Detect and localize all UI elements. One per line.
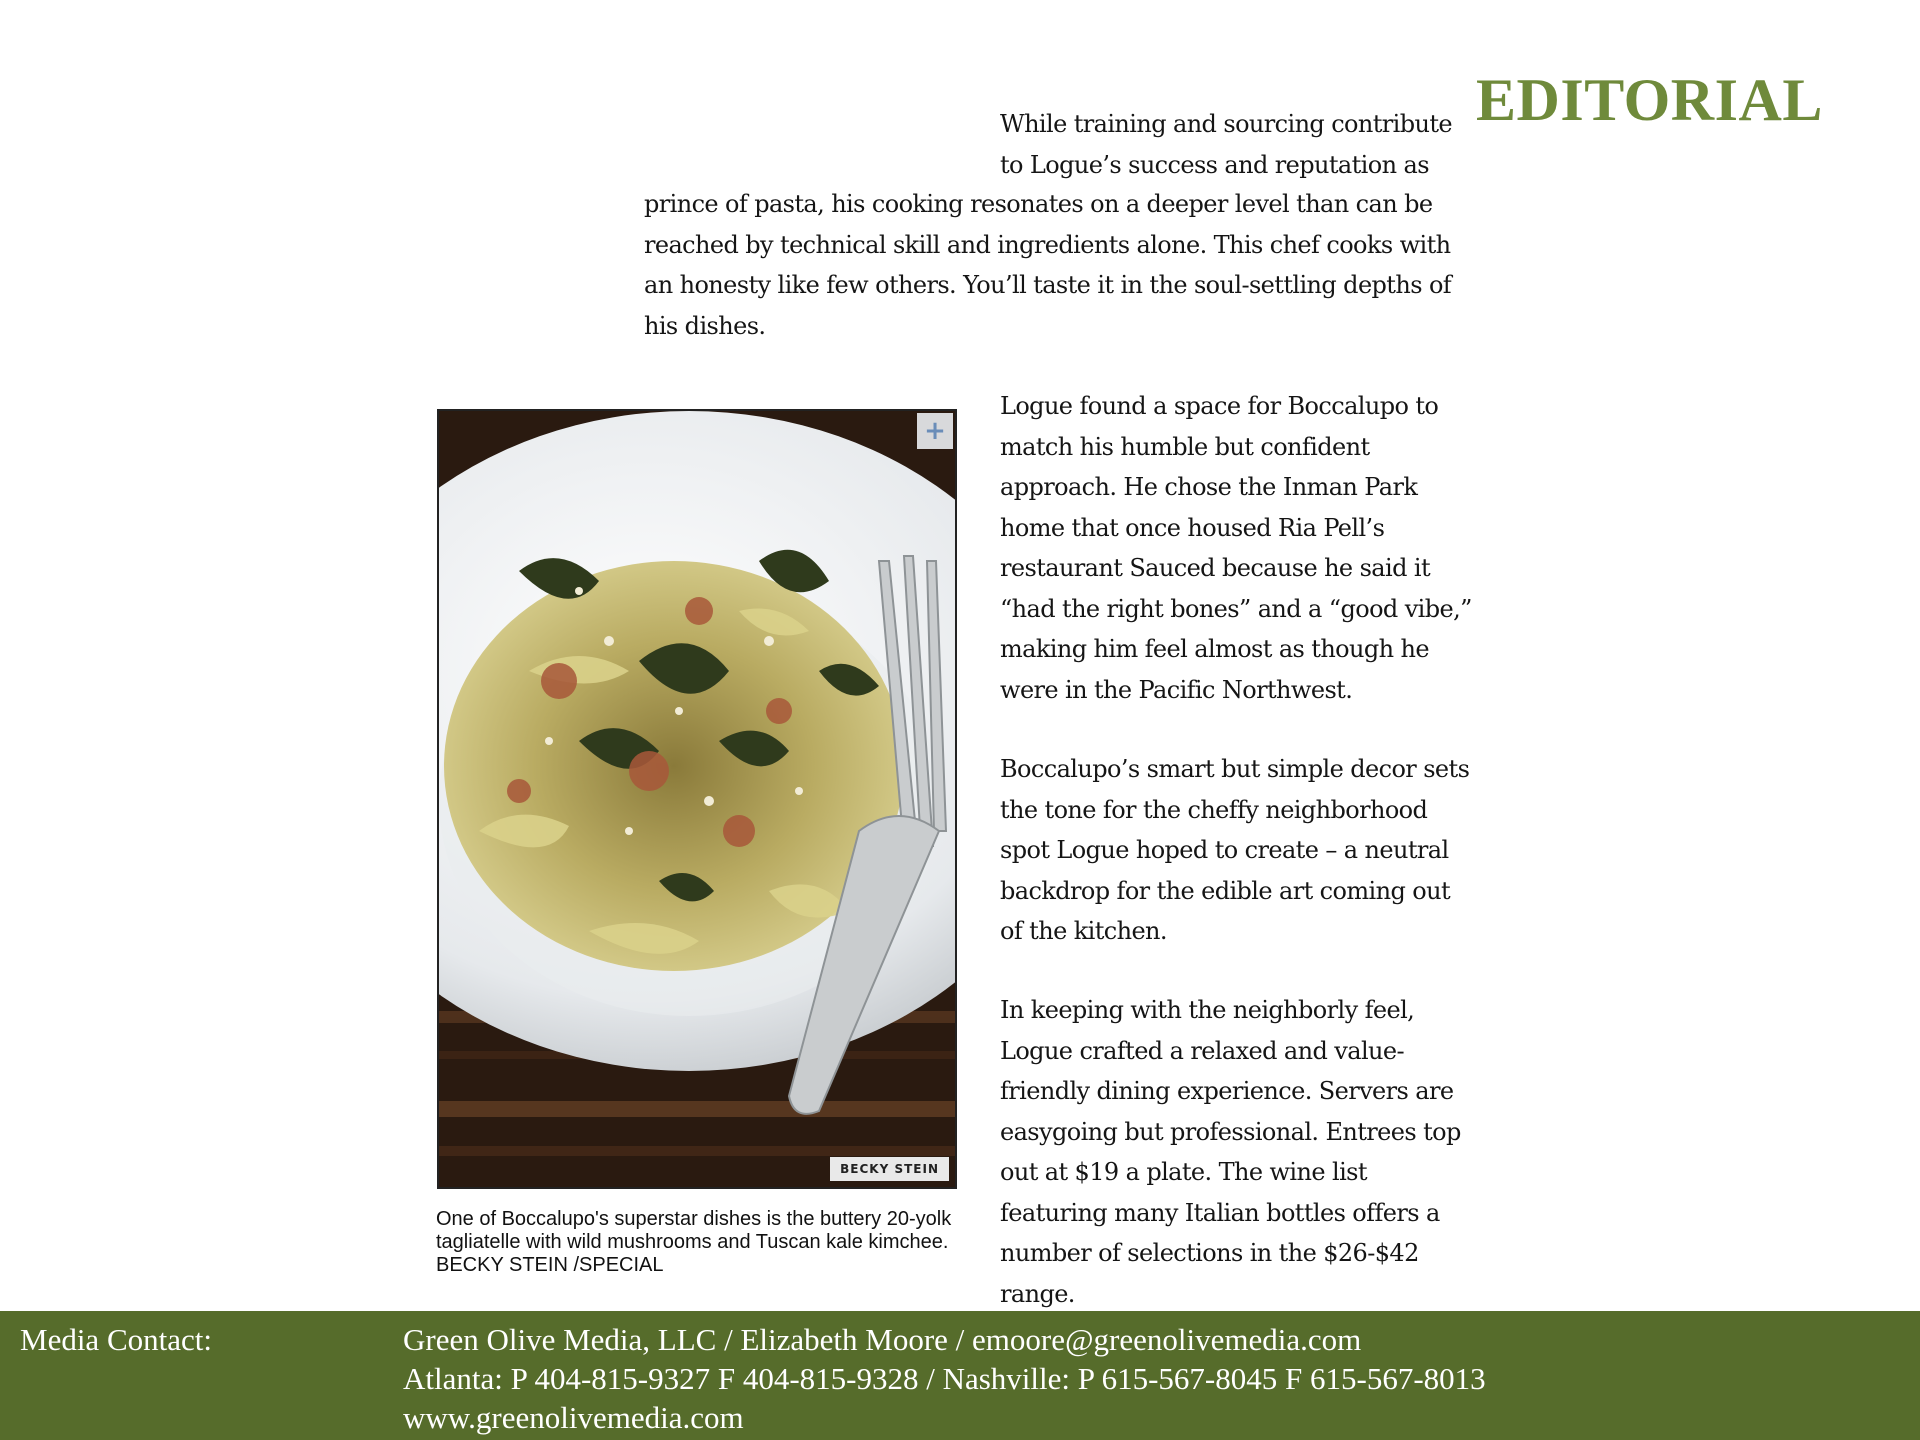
media-contact-label: Media Contact: (20, 1322, 212, 1357)
lead-line-2: to Logue’s success and reputation as (1000, 150, 1429, 179)
contact-company-line[interactable]: Green Olive Media, LLC / Elizabeth Moore / emoore@greenolivemedia.com (403, 1322, 1362, 1357)
lead-line-1: While training and sourcing contribute (1000, 110, 1453, 138)
photo-caption: One of Boccalupo's superstar dishes is the buttery 20-yolk tagliatelle with wild mushrooms and Tuscan kale kimchee. BECKY STEIN /SPECIAL (436, 1208, 952, 1276)
photo-credit: BECKY STEIN (830, 1157, 949, 1181)
media-contact-footer (0, 1311, 1920, 1440)
page-title: EDITORIAL (1476, 67, 1823, 133)
article-paragraph-2: Logue found a space for Boccalupo to match his humble but confident approach. He chose the Inman Park home that once housed Ria Pell’s restaurant Sauced because he said it “had the right bones” and a “good vibe,” making him feel almost as though he were in the Pacific Northwest. (1000, 392, 1472, 704)
lead-paragraph: prince of pasta, his cooking resonates on a deeper level than can be reached by technical skill and ingredients alone. This chef cooks with an honesty like few others. You’ll taste it in the soul-settling depths of his dishes. (644, 190, 1452, 340)
contact-website-link[interactable]: www.greenolivemedia.com (403, 1400, 744, 1435)
expand-icon[interactable]: + (917, 413, 953, 449)
contact-phone-line: Atlanta: P 404-815-9327 F 404-815-9328 / Nashville: P 615-567-8045 F 615-567-8013 (403, 1361, 1486, 1396)
article-paragraph-3: Boccalupo’s smart but simple decor sets the tone for the cheffy neighborhood spot Logue hoped to create – a neutral backdrop for the edible art coming out of the kitchen. (1000, 755, 1470, 945)
article-paragraph-4: In keeping with the neighborly feel, Logue crafted a relaxed and value-friendly dining experience. Servers are easygoing but professional. Entrees top out at $19 a plate. The wine list featuring many Italian bottles offers a number of selections in the $26-$42 range. (1000, 996, 1461, 1308)
dish-photo[interactable] (437, 409, 957, 1189)
pasta-dish-image (439, 411, 955, 1187)
